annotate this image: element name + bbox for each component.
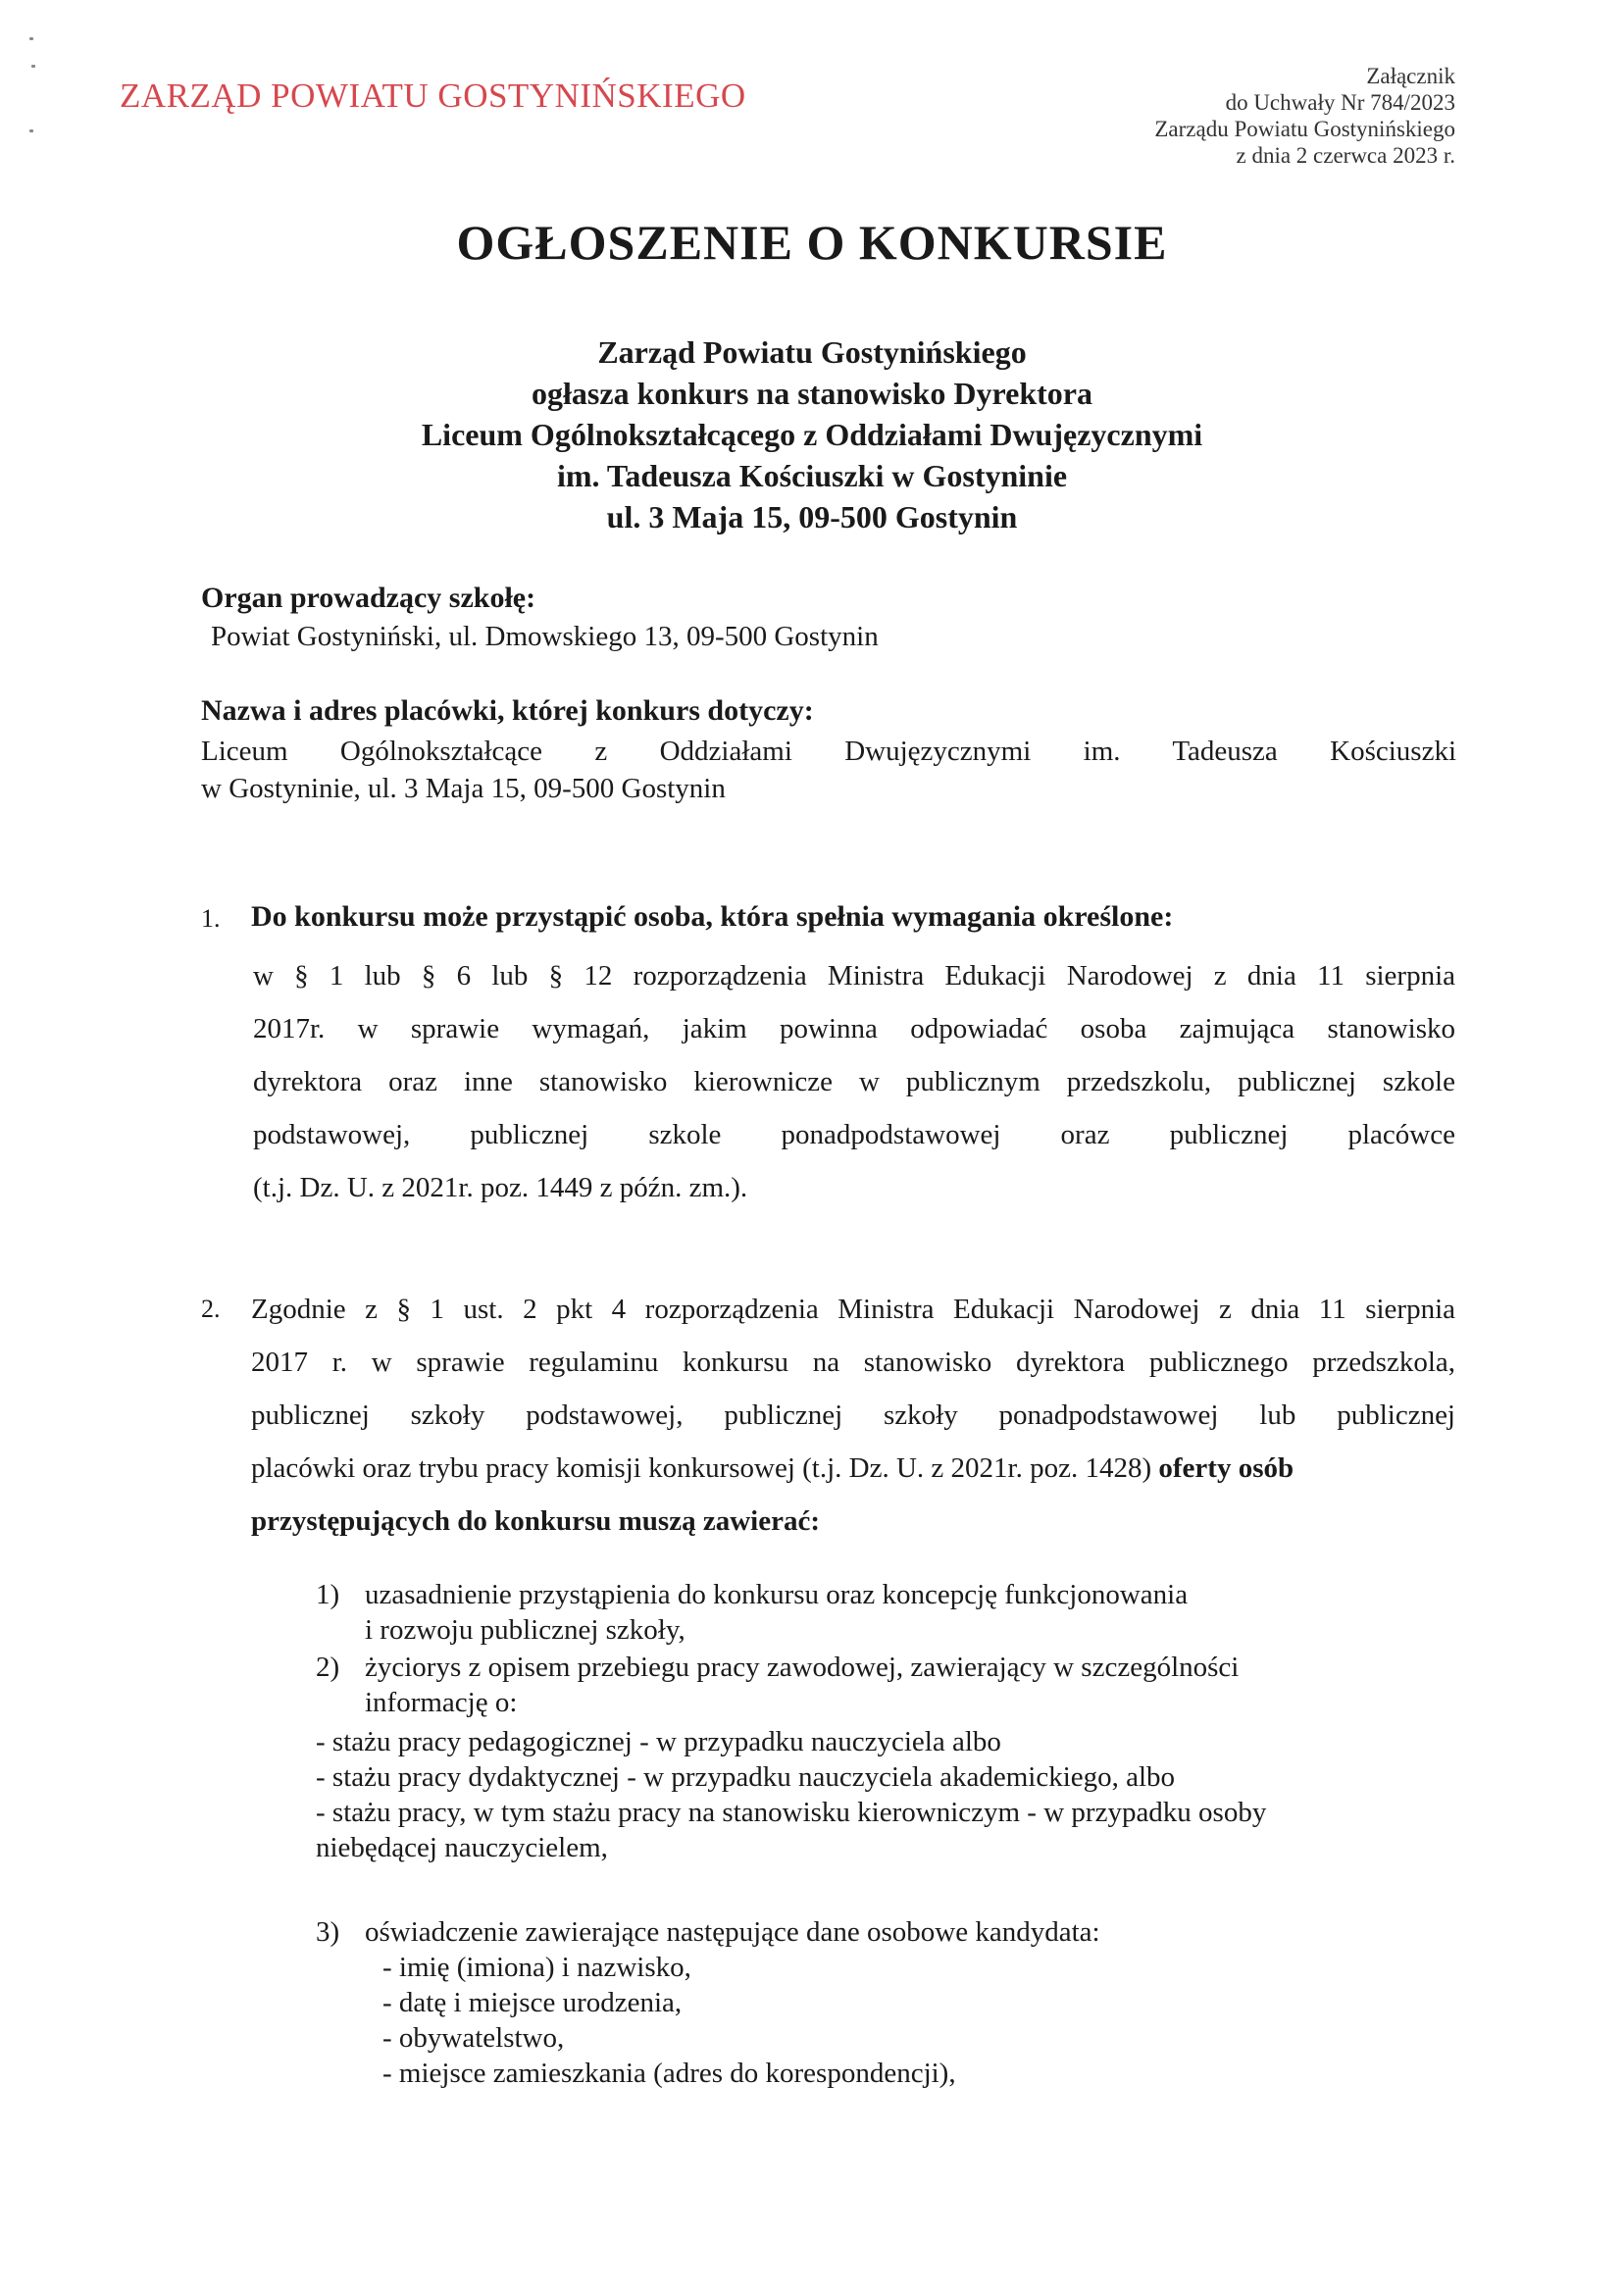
announcement-heading [0,331,1624,537]
scan-speck [29,37,33,40]
list-item-line: uzasadnienie przystąpienia do konkursu oraz koncepcję funkcjonowania [365,1579,1189,1610]
heading-line: ogłasza konkurs na stanowisko Dyrektora [532,376,1092,411]
sub-list [316,1724,1463,1865]
section2-body [251,1283,1455,1548]
heading-line: Liceum Ogólnokształcącego z Oddziałami Dwujęzycznymi [421,417,1203,452]
section1-heading: Do konkursu może przystąpić osoba, która spełnia wymagania określone: [251,900,1174,933]
offers-emphasis: oferty osób [1158,1452,1294,1484]
organ-label: Organ prowadzący szkołę: [201,582,536,614]
body-line: w § 1 lub § 6 lub § 12 rozporządzenia Ministra Edukacji Narodowej z dnia 11 sierpnia [253,960,1455,992]
list-item-line: i rozwoju publicznej szkoły, [365,1614,685,1646]
sub-list-line: - miejsce zamieszkania (adres do korespondencji), [382,2058,956,2089]
section1-body [253,949,1455,1214]
body-line: 2017r. w sprawie wymagań, jakim powinna odpowiadać osoba zajmująca stanowisko [253,1013,1455,1044]
section-number: 1. [201,904,221,933]
list-item-line: informację o: [365,1687,518,1718]
list-item-line: życiorys z opisem przebiegu pracy zawodowej, zawierający w szczególności [365,1652,1240,1683]
list-item-number: 3) [316,1916,340,1948]
scan-speck [29,129,33,132]
annex-line: Zarządu Powiatu Gostynińskiego [1154,117,1455,141]
annex-note [1043,63,1455,169]
facility-line: w Gostyninie, ul. 3 Maja 15, 09-500 Gostynin [201,773,726,804]
document-title: OGŁOSZENIE O KONKURSIE [456,215,1168,270]
list-item-number: 1) [316,1579,340,1610]
body-line: 2017 r. w sprawie regulaminu konkursu na stanowisko dyrektora publicznego przedszkola, [251,1347,1455,1378]
heading-line: ul. 3 Maja 15, 09-500 Gostynin [606,499,1018,534]
sub-list-line: - datę i miejsce urodzenia, [382,1987,683,2018]
list-item [316,1650,1457,1720]
annex-line: do Uchwały Nr 784/2023 [1225,90,1455,115]
office-stamp: ZARZĄD POWIATU GOSTYNIŃSKIEGO [120,76,746,115]
sub-list-line: - imię (imiona) i nazwisko, [382,1952,691,1983]
sub-list-line: - stażu pracy dydaktycznej - w przypadku nauczyciela akademickiego, albo [316,1761,1176,1793]
sub-list-line: - obywatelstwo, [382,2022,565,2054]
heading-line: Zarząd Powiatu Gostynińskiego [597,334,1027,370]
body-line: publicznej szkoły podstawowej, publicznej szkoły ponadpodstawowej lub publicznej [251,1399,1455,1431]
sub-list-line: - stażu pracy, w tym stażu pracy na stanowisku kierowniczym - w przypadku osoby [316,1797,1267,1828]
body-line: dyrektora oraz inne stanowisko kierownicze w publicznym przedszkolu, publicznej szkole [253,1066,1455,1097]
body-line-emphasis: przystępujących do konkursu muszą zawierać: [251,1505,820,1537]
organ-value: Powiat Gostyniński, ul. Dmowskiego 13, 09-500 Gostynin [211,621,879,652]
list-item-line: oświadczenie zawierające następujące dane osobowe kandydata: [365,1916,1100,1948]
list-item-number: 2) [316,1652,340,1683]
body-line: Zgodnie z § 1 ust. 2 pkt 4 rozporządzenia Ministra Edukacji Narodowej z dnia 11 sierpnia [251,1294,1455,1325]
body-text: placówki oraz trybu pracy komisji konkursowej (t.j. Dz. U. z 2021r. poz. 1428) [251,1452,1159,1484]
facility-line: Liceum Ogólnokształcące z Oddziałami Dwujęzycznymi im. Tadeusza Kościuszki [201,736,1456,767]
annex-line: z dnia 2 czerwca 2023 r. [1236,143,1455,168]
list-item [316,1577,1457,1648]
scan-speck [31,65,35,68]
sub-list-line: niebędącej nauczycielem, [316,1832,608,1863]
list-item [316,1914,1457,2091]
facility-label: Nazwa i adres placówki, której konkurs dotyczy: [201,694,814,727]
body-line [251,1442,1455,1495]
sub-list-line: - stażu pracy pedagogicznej - w przypadku nauczyciela albo [316,1726,1001,1757]
annex-line: Załącznik [1366,64,1455,88]
heading-line: im. Tadeusza Kościuszki w Gostyninie [556,458,1068,493]
body-line: (t.j. Dz. U. z 2021r. poz. 1449 z późn. zm.). [253,1172,748,1203]
body-line: podstawowej, publicznej szkole ponadpodstawowej oraz publicznej placówce [253,1119,1455,1150]
section-number: 2. [201,1295,221,1323]
